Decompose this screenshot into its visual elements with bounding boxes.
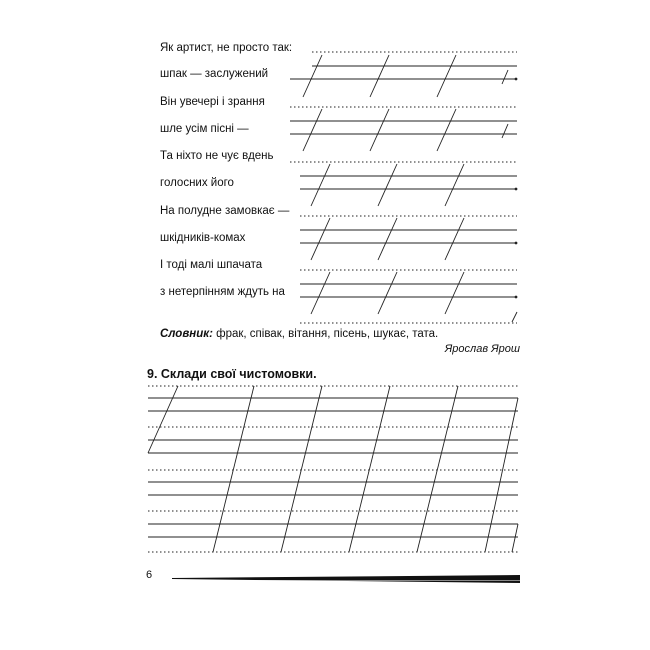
poem-line-9: І тоді малі шпачата xyxy=(160,259,265,271)
task-title: 9. Склади свої чистомовки. xyxy=(147,367,317,381)
poem-line-1: Як артист, не просто так: xyxy=(160,42,295,54)
page-number: 6 xyxy=(146,569,153,581)
poem-line-8: шкідників-комах xyxy=(160,232,248,244)
poem-line-5: Та ніхто не чує вдень xyxy=(160,150,277,162)
vocabulary-words: фрак, співак, вітання, пісень, шукає, тата. xyxy=(212,328,439,340)
poem-line-10: з нетерпінням ждуть на xyxy=(160,286,288,298)
poem-line-4: шле усім пісні — xyxy=(160,123,252,135)
poem-line-6: голосних його xyxy=(160,177,237,189)
poem-author: Ярослав Ярош xyxy=(444,343,520,355)
poem-line-2: шпак — заслужений xyxy=(160,68,271,80)
poem-writing-lines xyxy=(290,52,517,323)
exercise-writing-grid xyxy=(148,386,518,552)
vocabulary-label: Словник: xyxy=(160,328,213,340)
poem-line-7: На полудне замовкає — xyxy=(160,205,292,217)
poem-line-3: Він увечері і зрання xyxy=(160,96,268,108)
